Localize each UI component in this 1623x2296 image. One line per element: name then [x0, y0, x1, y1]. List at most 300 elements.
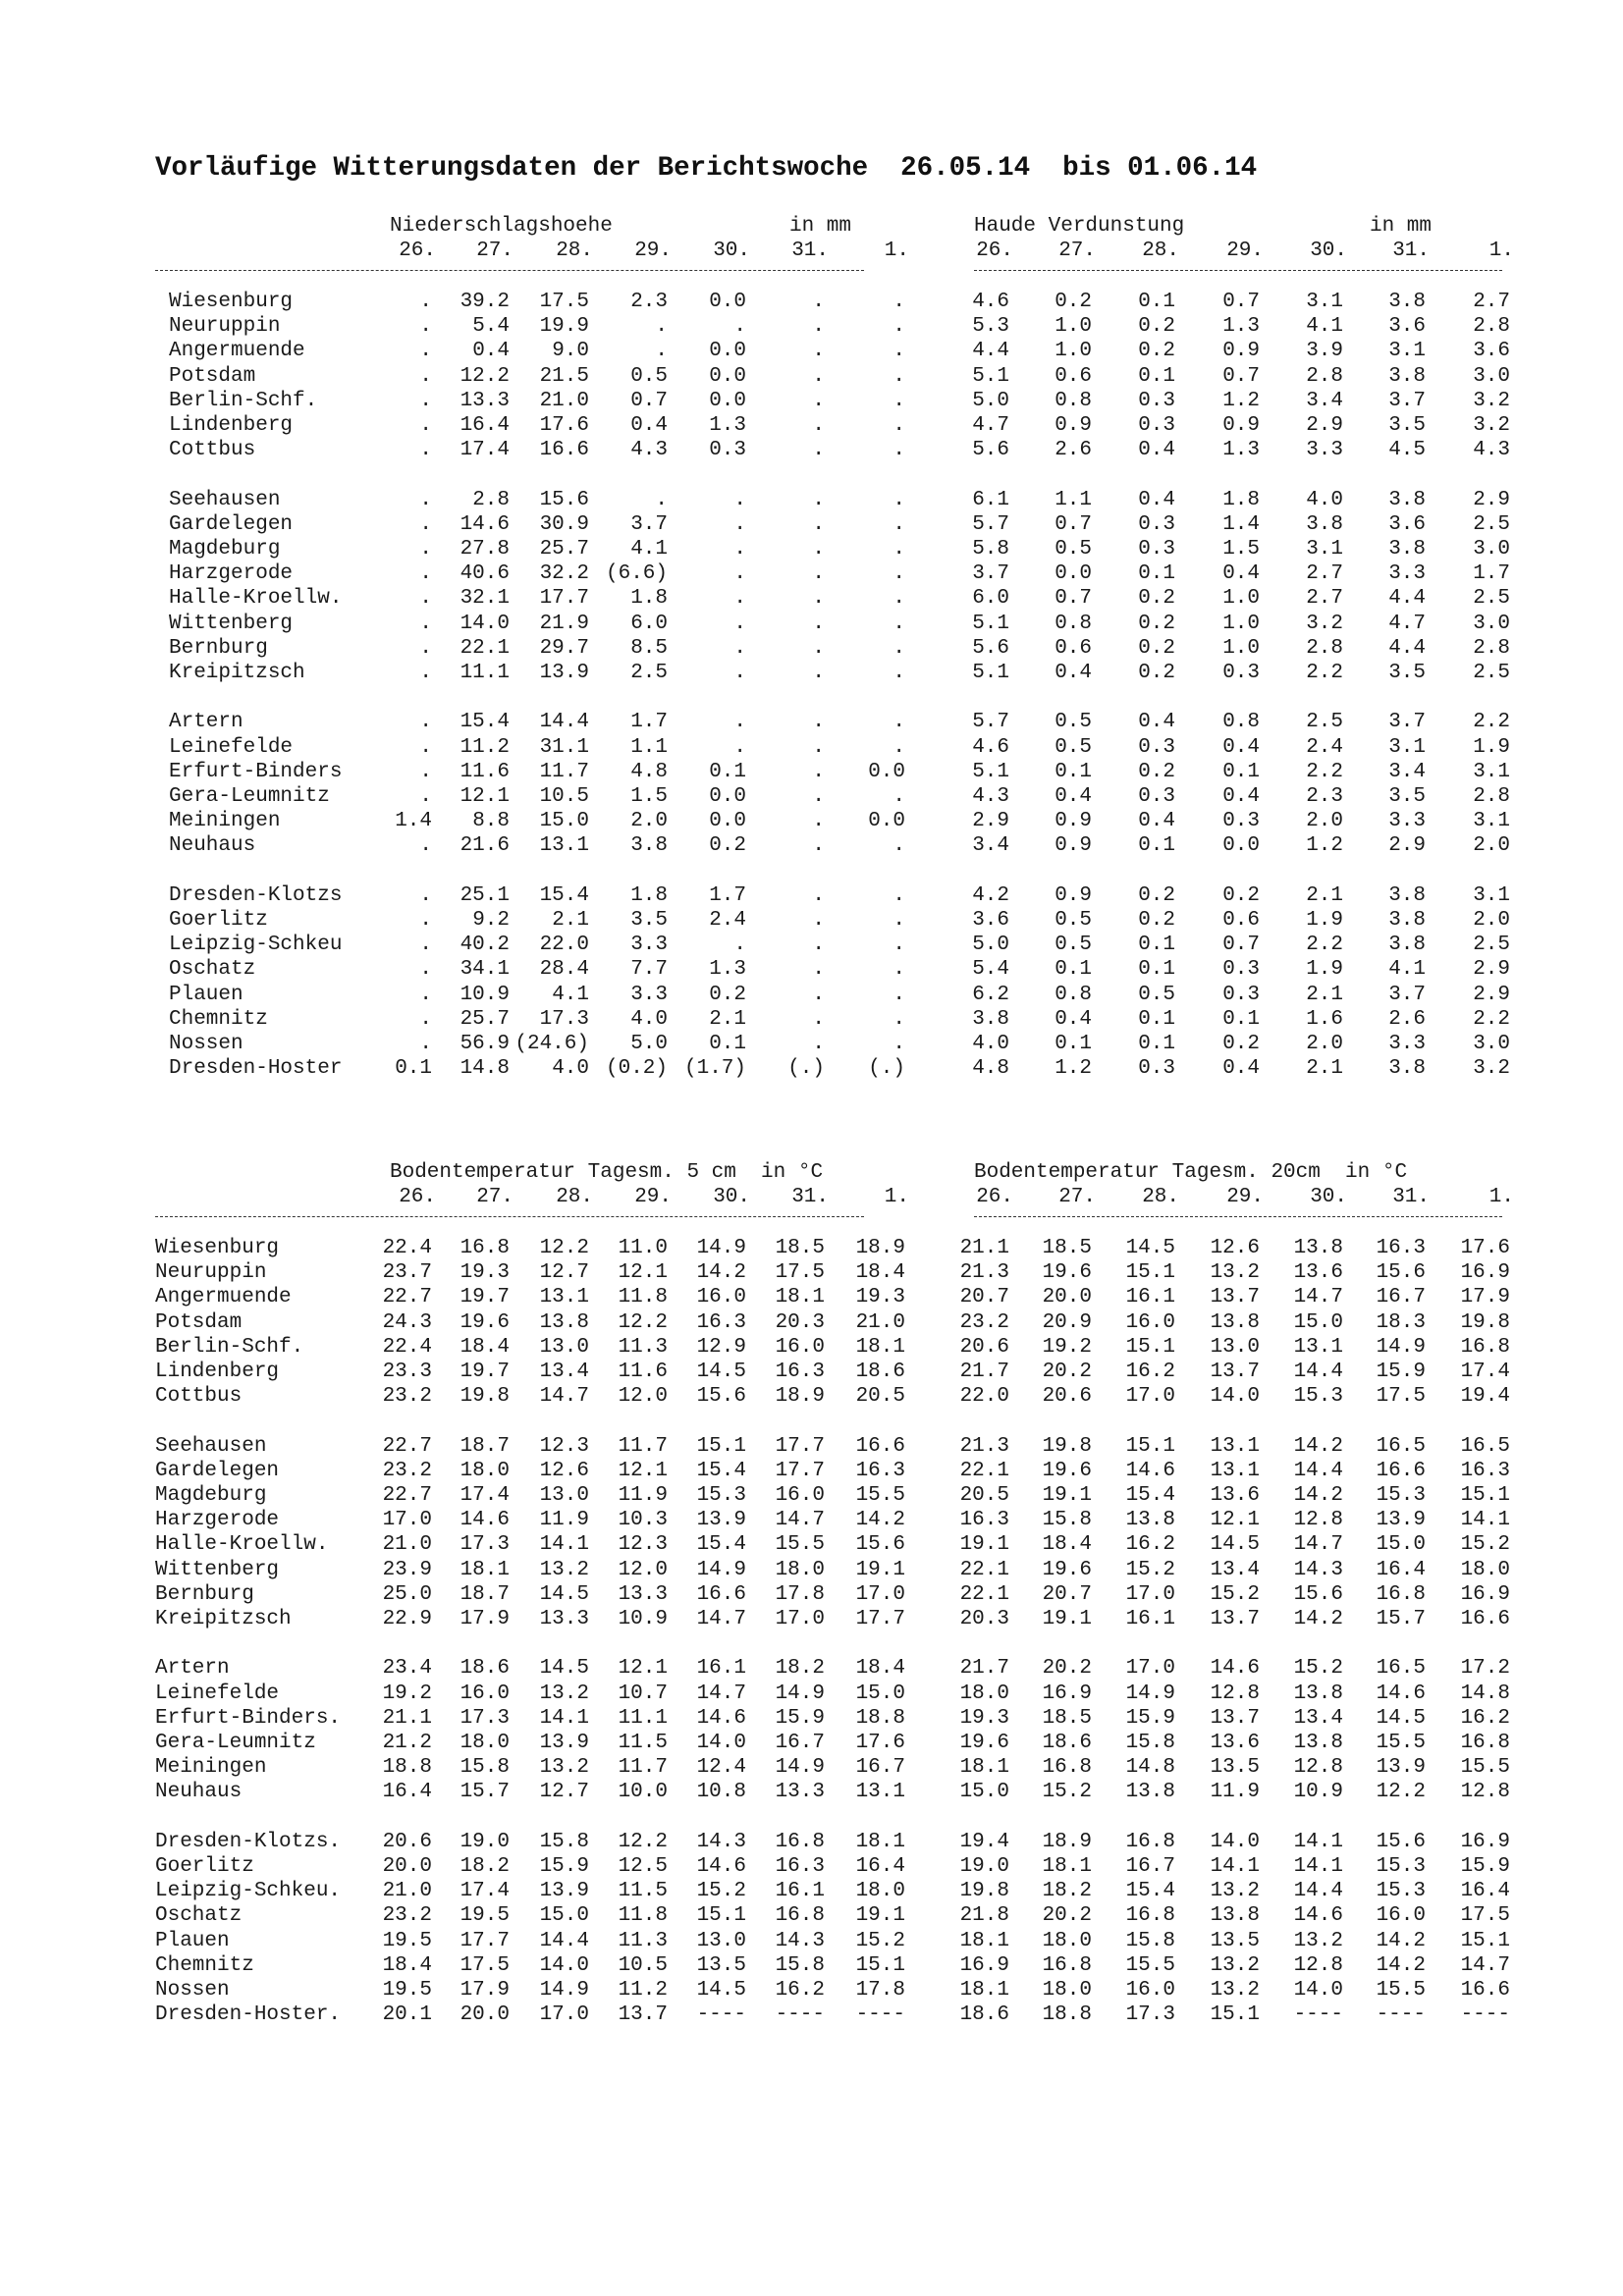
left-value: . [419, 785, 432, 808]
left-value: . [733, 587, 746, 611]
left-value: . [419, 364, 432, 388]
station-name: Leinefelde [155, 1682, 280, 1705]
right-value: 17.6 [1460, 1237, 1510, 1259]
left-value: . [893, 883, 905, 907]
right-value: 14.2 [1376, 1953, 1426, 1977]
right-value: 18.5 [1042, 1237, 1092, 1259]
right-value: 18.6 [1042, 1732, 1092, 1754]
right-value: 3.8 [1388, 538, 1426, 561]
station-name: Kreipitzsch [169, 662, 305, 684]
right-value: 2.5 [1473, 587, 1510, 611]
station-row [0, 1459, 1623, 1483]
left-value: (1.7) [683, 1057, 746, 1081]
left-value: 15.6 [855, 1533, 905, 1557]
left-value: . [893, 587, 905, 611]
right-value: 4.3 [972, 785, 1009, 808]
left-value: 20.6 [382, 1830, 432, 1853]
right-value: 2.9 [1306, 414, 1343, 437]
left-value: 25.7 [460, 1007, 510, 1031]
right-value: 19.1 [1042, 1608, 1092, 1630]
left-value: . [419, 1033, 432, 1055]
station-row [0, 1854, 1623, 1879]
right-value: 11.9 [1210, 1781, 1260, 1804]
left-value: 2.1 [709, 1007, 746, 1031]
left-value: 13.9 [539, 1732, 589, 1754]
left-value: 19.3 [460, 1261, 510, 1285]
right-value: 20.3 [959, 1608, 1009, 1630]
right-value: 3.1 [1473, 810, 1510, 833]
right-value: 16.6 [1460, 1979, 1510, 2002]
station-row [0, 1508, 1623, 1532]
right-value: 14.9 [1376, 1335, 1426, 1359]
left-value: 10.7 [618, 1682, 668, 1705]
right-value: 13.8 [1210, 1310, 1260, 1334]
station-name: Potsdam [169, 364, 256, 388]
right-value: 5.6 [972, 439, 1009, 462]
left-value: 15.4 [539, 883, 589, 907]
left-value: . [812, 612, 825, 635]
station-name: Kreipitzsch [155, 1608, 292, 1630]
right-value: 0.2 [1222, 883, 1260, 907]
station-row [0, 710, 1623, 734]
right-value: 13.1 [1210, 1459, 1260, 1482]
right-value: 14.4 [1293, 1459, 1343, 1482]
left-value: 17.9 [460, 1979, 510, 2002]
right-value: 16.3 [959, 1509, 1009, 1532]
left-value: . [419, 414, 432, 437]
left-value: . [812, 512, 825, 536]
station-name: Chemnitz [155, 1953, 254, 1977]
right-value: 0.3 [1138, 512, 1175, 536]
right-value: 5.3 [972, 315, 1009, 339]
right-value: 13.2 [1210, 1979, 1260, 2002]
left-value: 14.0 [539, 1953, 589, 1977]
right-value: 0.0 [1055, 562, 1092, 586]
left-value: . [419, 1007, 432, 1031]
left-value: 1.8 [630, 883, 668, 907]
station-name: Nossen [155, 1979, 230, 2002]
left-value: 17.6 [539, 414, 589, 437]
right-value: 16.6 [1376, 1459, 1426, 1482]
left-value: 15.3 [696, 1484, 746, 1507]
right-section-unit-row [0, 214, 1623, 239]
left-value: 32.1 [460, 587, 510, 611]
right-value: 0.1 [1138, 834, 1175, 858]
station-name: Berlin-Schf. [169, 389, 318, 412]
station-row [0, 612, 1623, 636]
right-value: 20.7 [1042, 1582, 1092, 1606]
left-value: 22.4 [382, 1237, 432, 1259]
right-value: 0.7 [1222, 364, 1260, 388]
right-value: 16.8 [1125, 1830, 1175, 1853]
right-value: 14.2 [1293, 1434, 1343, 1458]
right-value: 13.7 [1210, 1608, 1260, 1630]
right-value: 14.2 [1293, 1608, 1343, 1630]
left-value: 18.5 [775, 1237, 825, 1259]
left-value: 15.1 [696, 1434, 746, 1458]
station-row [0, 661, 1623, 685]
right-value: 2.1 [1306, 1057, 1343, 1081]
day-label: 30. [713, 240, 750, 262]
left-value: (.) [868, 1057, 905, 1081]
right-value: 0.1 [1138, 1007, 1175, 1031]
left-value: 10.9 [618, 1608, 668, 1630]
right-value: 13.8 [1210, 1904, 1260, 1928]
left-value: . [812, 315, 825, 339]
right-value: 20.7 [959, 1286, 1009, 1309]
left-value: 14.7 [696, 1682, 746, 1705]
right-value: 3.1 [1473, 760, 1510, 783]
right-value: 16.9 [1460, 1261, 1510, 1285]
right-value: 15.2 [1293, 1657, 1343, 1681]
left-value: . [893, 1007, 905, 1031]
right-value: 13.4 [1293, 1706, 1343, 1730]
right-value: 2.9 [972, 810, 1009, 833]
left-value: 14.7 [775, 1509, 825, 1532]
right-value: 15.8 [1125, 1929, 1175, 1952]
station-name: Meiningen [169, 810, 281, 833]
left-value: 20.0 [382, 1855, 432, 1878]
right-value: 18.2 [1042, 1880, 1092, 1903]
left-value: 3.5 [630, 909, 668, 932]
station-name: Dresden-Hoster. [155, 2003, 342, 2027]
right-value: 20.5 [959, 1484, 1009, 1507]
right-value: 14.2 [1293, 1484, 1343, 1507]
left-value: 21.9 [539, 612, 589, 635]
station-row [0, 1532, 1623, 1557]
left-value: 14.3 [775, 1929, 825, 1952]
left-value: . [419, 636, 432, 660]
right-value: 0.5 [1055, 538, 1092, 561]
left-value: 1.5 [630, 785, 668, 808]
right-value: 16.8 [1042, 1756, 1092, 1780]
left-value: 8.8 [472, 810, 510, 833]
left-value: 0.0 [868, 810, 905, 833]
right-value: 3.5 [1388, 662, 1426, 684]
left-value: 15.6 [539, 488, 589, 511]
left-value: 23.9 [382, 1558, 432, 1581]
right-value: 1.0 [1222, 587, 1260, 611]
right-value: 2.0 [1473, 909, 1510, 932]
left-value: 25.1 [460, 883, 510, 907]
day-label: 1. [1488, 1186, 1514, 1208]
station-name: Wittenberg [155, 1558, 280, 1581]
day-label: 26. [399, 1186, 436, 1208]
left-value: 18.4 [855, 1657, 905, 1681]
right-value: 18.1 [959, 1979, 1009, 2002]
right-value: 14.0 [1293, 1979, 1343, 2002]
station-row [0, 1656, 1623, 1681]
left-value: 19.5 [382, 1929, 432, 1952]
right-value: 1.2 [1055, 1057, 1092, 1081]
left-value: 12.3 [618, 1533, 668, 1557]
right-value: 3.3 [1388, 810, 1426, 833]
right-value: 3.3 [1306, 439, 1343, 462]
station-name: Leipzig-Schkeu [169, 934, 343, 957]
right-value: 16.9 [1042, 1682, 1092, 1705]
right-value: 18.0 [1460, 1558, 1510, 1581]
left-value: 18.0 [460, 1732, 510, 1754]
right-value: 4.4 [972, 340, 1009, 363]
right-value: 16.0 [1125, 1310, 1175, 1334]
day-label: 31. [791, 240, 829, 262]
right-value: 15.9 [1460, 1855, 1510, 1878]
right-value: 15.2 [1042, 1781, 1092, 1804]
left-value: 13.4 [539, 1361, 589, 1383]
left-value: . [733, 538, 746, 561]
left-value: 14.5 [696, 1361, 746, 1383]
right-value: 13.7 [1210, 1286, 1260, 1309]
left-value: . [893, 612, 905, 635]
right-value: 5.1 [972, 364, 1009, 388]
right-value: 5.0 [972, 389, 1009, 412]
station-name: Meiningen [155, 1756, 267, 1780]
left-value: 18.4 [855, 1261, 905, 1285]
left-value: 16.3 [696, 1310, 746, 1334]
left-value: 16.0 [775, 1335, 825, 1359]
right-value: 15.6 [1376, 1261, 1426, 1285]
right-value: 15.9 [1125, 1706, 1175, 1730]
right-value: 2.6 [1388, 1007, 1426, 1031]
station-name: Bernburg [169, 636, 268, 660]
left-value: (0.2) [605, 1057, 668, 1081]
right-value: 13.8 [1293, 1682, 1343, 1705]
left-value: 19.1 [855, 1904, 905, 1928]
right-value: 5.6 [972, 636, 1009, 660]
left-value: 13.3 [775, 1781, 825, 1804]
station-name: Oschatz [155, 1904, 243, 1928]
station-name: Berlin-Schf. [155, 1335, 304, 1359]
right-value: 0.8 [1222, 711, 1260, 734]
day-label: 29. [1226, 1186, 1264, 1208]
right-value: 22.0 [959, 1385, 1009, 1409]
left-value: 19.2 [382, 1682, 432, 1705]
station-name: Neuruppin [169, 315, 281, 339]
left-section-unit: in mm [789, 215, 852, 238]
left-value: . [812, 785, 825, 808]
right-value: 0.4 [1222, 785, 1260, 808]
right-value: 6.1 [972, 488, 1009, 511]
right-value: 16.9 [1460, 1830, 1510, 1853]
day-label: 31. [1392, 240, 1430, 262]
right-section-unit: in mm [1370, 215, 1433, 238]
station-row [0, 438, 1623, 462]
right-value: 18.9 [1042, 1830, 1092, 1853]
right-value: 4.5 [1388, 439, 1426, 462]
station-name: Erfurt-Binders [169, 760, 343, 783]
right-value: 4.0 [972, 1033, 1009, 1055]
day-header-row [0, 1185, 1623, 1209]
right-value: 17.0 [1125, 1582, 1175, 1606]
left-value: 9.2 [472, 909, 510, 932]
left-value: 0.5 [630, 364, 668, 388]
station-row [0, 1007, 1623, 1032]
day-label: 1. [1488, 240, 1514, 262]
right-value: 13.6 [1210, 1732, 1260, 1754]
left-value: 16.8 [460, 1237, 510, 1259]
right-value: 0.5 [1055, 934, 1092, 957]
right-value: 13.1 [1210, 1434, 1260, 1458]
left-value: 12.7 [539, 1781, 589, 1804]
right-value: 20.2 [1042, 1904, 1092, 1928]
left-value: 14.6 [460, 1509, 510, 1532]
right-value: 0.9 [1055, 834, 1092, 858]
right-value: 3.7 [1388, 983, 1426, 1006]
left-value: . [893, 340, 905, 363]
left-value: 15.1 [855, 1953, 905, 1977]
left-value: 0.3 [709, 439, 746, 462]
right-section-title: Bodentemperatur Tagesm. 20cm in °C [974, 1161, 1408, 1184]
right-value: 16.6 [1460, 1608, 1510, 1630]
right-value: 17.0 [1125, 1385, 1175, 1409]
left-value: 9.0 [552, 340, 589, 363]
left-value: 11.9 [618, 1484, 668, 1507]
right-value: 3.3 [1388, 562, 1426, 586]
right-value: 0.2 [1055, 291, 1092, 313]
left-value: . [893, 909, 905, 932]
left-value: 40.2 [460, 934, 510, 957]
station-row [0, 1731, 1623, 1755]
station-row [0, 1483, 1623, 1508]
left-value: 19.3 [855, 1286, 905, 1309]
right-value: 15.3 [1293, 1385, 1343, 1409]
station-row [0, 1978, 1623, 2002]
right-value: 0.1 [1138, 291, 1175, 313]
right-value: 13.8 [1125, 1781, 1175, 1804]
right-value: 14.1 [1460, 1509, 1510, 1532]
right-value: 14.7 [1293, 1533, 1343, 1557]
left-value: . [812, 538, 825, 561]
right-value: 15.8 [1125, 1732, 1175, 1754]
left-value: 0.0 [709, 291, 746, 313]
left-value: 21.1 [382, 1706, 432, 1730]
right-value: 0.2 [1138, 612, 1175, 635]
right-value: ---- [1376, 2003, 1426, 2027]
station-row [0, 1384, 1623, 1409]
right-value: 14.5 [1210, 1533, 1260, 1557]
station-name: Wiesenburg [155, 1237, 280, 1259]
left-value: 3.3 [630, 934, 668, 957]
station-row [0, 1830, 1623, 1854]
right-value: 0.1 [1138, 562, 1175, 586]
left-value: 13.0 [696, 1929, 746, 1952]
station-row [0, 1582, 1623, 1607]
right-value: 17.5 [1460, 1904, 1510, 1928]
left-value: 14.8 [460, 1057, 510, 1081]
right-value: 2.5 [1306, 711, 1343, 734]
left-value: 15.4 [460, 711, 510, 734]
right-value: 0.1 [1222, 760, 1260, 783]
right-value: 15.1 [1210, 2003, 1260, 2027]
left-value: 22.7 [382, 1484, 432, 1507]
right-value: 0.3 [1222, 662, 1260, 684]
right-value: 0.2 [1138, 883, 1175, 907]
left-value: 14.1 [539, 1533, 589, 1557]
right-value: 3.2 [1473, 389, 1510, 412]
left-value: . [733, 735, 746, 759]
left-value: 21.2 [382, 1732, 432, 1754]
left-value: 11.1 [460, 662, 510, 684]
left-value: 20.0 [460, 2003, 510, 2027]
right-value: 16.8 [1376, 1582, 1426, 1606]
right-value: 19.2 [1042, 1335, 1092, 1359]
right-value: 14.7 [1460, 1953, 1510, 1977]
left-value: 18.0 [855, 1880, 905, 1903]
right-value: 16.2 [1125, 1533, 1175, 1557]
document-title: Vorläufige Witterungsdaten der Berichtswoche 26.05.14 bis 01.06.14 [155, 153, 1258, 184]
left-value: 18.7 [460, 1582, 510, 1606]
right-value: 16.1 [1125, 1286, 1175, 1309]
station-row [0, 1755, 1623, 1780]
right-value: 4.6 [972, 735, 1009, 759]
left-value: (24.6) [514, 1033, 589, 1055]
right-value: 15.6 [1376, 1830, 1426, 1853]
station-name: Magdeburg [169, 538, 281, 561]
right-value: 3.0 [1473, 612, 1510, 635]
station-row [0, 1434, 1623, 1459]
left-value: 13.8 [539, 1310, 589, 1334]
right-value: 2.6 [1055, 439, 1092, 462]
right-value: 3.6 [1473, 340, 1510, 363]
left-value: ---- [775, 2003, 825, 2027]
station-name: Gardelegen [169, 512, 294, 536]
left-value: 10.9 [460, 983, 510, 1006]
station-row [0, 760, 1623, 784]
left-value: 2.1 [552, 909, 589, 932]
right-value: 3.1 [1473, 883, 1510, 907]
right-value: 2.9 [1388, 834, 1426, 858]
left-value: . [812, 909, 825, 932]
left-value: . [893, 562, 905, 586]
station-name: Neuhaus [155, 1781, 243, 1804]
right-value: 5.0 [972, 934, 1009, 957]
right-value: 20.2 [1042, 1361, 1092, 1383]
station-row [0, 809, 1623, 833]
left-value: 11.8 [618, 1904, 668, 1928]
left-value: 0.0 [709, 810, 746, 833]
left-value: . [812, 735, 825, 759]
left-value: 3.8 [630, 834, 668, 858]
left-value: 16.6 [539, 439, 589, 462]
right-value: 4.3 [1473, 439, 1510, 462]
station-row [0, 364, 1623, 389]
left-value: 12.1 [460, 785, 510, 808]
day-label: 27. [1058, 240, 1096, 262]
right-value: 4.0 [1306, 488, 1343, 511]
right-value: 15.5 [1376, 1732, 1426, 1754]
left-value: 11.9 [539, 1509, 589, 1532]
right-value: 5.8 [972, 538, 1009, 561]
left-value: . [812, 883, 825, 907]
right-section-title-row [0, 1160, 1623, 1185]
right-value: 0.1 [1222, 1007, 1260, 1031]
right-value: 16.0 [1376, 1904, 1426, 1928]
left-value: 16.6 [855, 1434, 905, 1458]
right-value: 17.3 [1125, 2003, 1175, 2027]
right-value: 20.6 [959, 1335, 1009, 1359]
right-value: 10.9 [1293, 1781, 1343, 1804]
left-value: 15.8 [775, 1953, 825, 1977]
right-value: 15.1 [1125, 1335, 1175, 1359]
right-value: 0.6 [1222, 909, 1260, 932]
left-value: 18.4 [460, 1335, 510, 1359]
right-value: 12.6 [1210, 1237, 1260, 1259]
station-name: Leipzig-Schkeu. [155, 1880, 342, 1903]
right-value: 0.7 [1222, 934, 1260, 957]
station-name: Nossen [169, 1033, 243, 1055]
left-value: 17.6 [855, 1732, 905, 1754]
right-value: 2.7 [1306, 587, 1343, 611]
